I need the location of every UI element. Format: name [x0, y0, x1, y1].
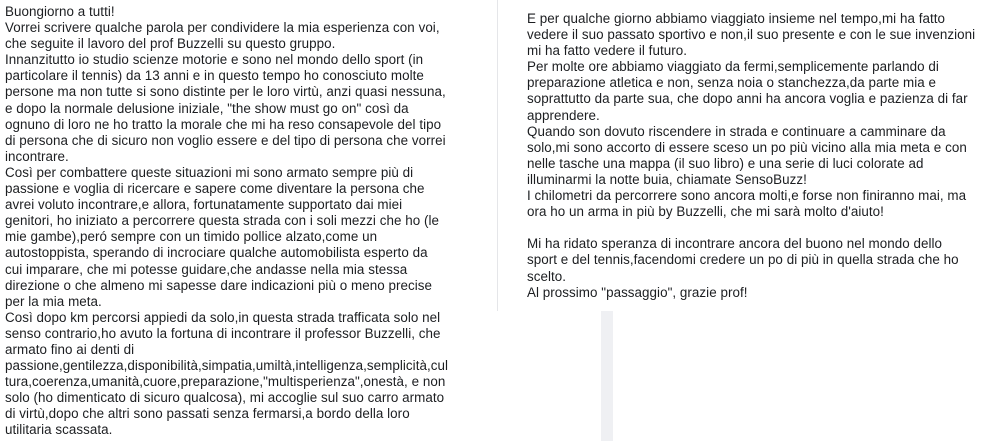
left-line-3: che seguite il lavoro del prof Buzzelli su questo gruppo.	[5, 36, 336, 52]
left-line-23: passione,gentilezza,disponibilità,simpatia,umiltà,intelligenza,semplicità,cul	[5, 358, 448, 374]
left-line-2: Vorrei scrivere qualche parola per condividere la mia esperienza con voi,	[5, 20, 440, 36]
left-line-11: Così per combattere queste situazioni mi sono armato sempre più di	[5, 164, 414, 180]
right-text-column	[527, 11, 982, 301]
left-line-27: utilitaria scassata.	[5, 422, 113, 438]
right-line-15: Mi ha ridato speranza di incontrare ancora del buono nel mondo dello	[527, 236, 943, 252]
left-line-25: solo (ho dimenticato di sicuro qualcosa), mi accoglie sul suo carro armato	[5, 390, 445, 406]
left-line-6: persone ma non tutte si sono distinte per le loro virtù, anzi quasi nessuna,	[5, 84, 446, 100]
right-blank-line	[527, 220, 982, 236]
left-line-5: particolare il tennis) da 13 anni e in questo tempo ho conosciuto molte	[5, 68, 424, 84]
right-line-8: Quando son dovuto riscendere in strada e continuare a camminare da	[527, 123, 946, 139]
left-line-16: autostoppista, sperando di incrociare qualche automobilista esperto da	[5, 245, 428, 261]
right-line-3: mi ha fatto vedere il futuro.	[527, 43, 687, 59]
right-line-9: solo,mi sono accorto di essere sceso un po più vicino alla mia meta e con	[527, 139, 967, 155]
left-line-13: avrei voluto incontrare,e allora, fortunatamente supportato dai miei	[5, 197, 403, 213]
left-line-19: per la mia meta.	[5, 293, 102, 309]
left-line-15: mie gambe),peró sempre con un timido pollice alzato,come un	[5, 229, 378, 245]
left-line-8: ognuno di loro ne ho tratto la morale che mi ha reso consapevole del tipo	[5, 116, 442, 132]
left-line-26: di virtù,dopo che altri sono passati senza fermarsi,a bordo della loro	[5, 406, 410, 422]
background-strip	[601, 311, 613, 441]
left-line-4: Innanzitutto io studio scienze motorie e sono nel mondo dello sport (in	[5, 52, 424, 68]
right-line-1: E per qualche giorno abbiamo viaggiato insieme nel tempo,mi ha fatto	[527, 11, 946, 26]
right-line-6: soprattutto da parte sua, che dopo anni ha ancora voglia e pazienza di far	[527, 91, 968, 107]
right-line-18: Al prossimo "passaggio", grazie prof!	[527, 284, 748, 300]
right-line-4: Per molte ore abbiamo viaggiato da fermi,semplicemente parlando di	[527, 59, 939, 75]
left-line-9: di persona che di sicuro non voglio essere e del tipo di persona che vorrei	[5, 132, 446, 148]
right-line-12: I chilometri da percorrere sono ancora molti,e forse non finiranno mai, ma	[527, 188, 967, 204]
left-line-10: incontrare.	[5, 148, 69, 164]
right-line-16: sport e del tennis,facendomi credere un po di più in quella strada che ho	[527, 252, 959, 268]
right-line-2: vedere il suo passato sportivo e non,il suo presente e con le sue invenzioni	[527, 27, 976, 43]
left-line-1: Buongiorno a tutti!	[5, 4, 115, 19]
right-line-7: apprendere.	[527, 107, 600, 123]
left-line-18: direzione o che almeno mi sapesse dare indicazioni più o meno precise	[5, 277, 432, 293]
left-line-24: tura,coerenza,umanità,cuore,preparazione,"multisperienza",onestà, e non	[5, 374, 446, 390]
left-line-21: senso contrario,ho avuto la fortuna di incontrare il professor Buzzelli, che	[5, 325, 441, 341]
right-line-10: nelle tasche una mappa (il suo libro) e una serie di luci colorate ad	[527, 155, 924, 171]
left-text-column	[5, 4, 483, 439]
right-line-17: scelto.	[527, 268, 567, 284]
right-line-11: illuminarmi la notte buia, chiamate SensoBuzz!	[527, 171, 807, 187]
column-divider	[497, 0, 498, 311]
left-line-17: cui imparare, che mi potesse guidare,che andasse nella mia stessa	[5, 261, 408, 277]
right-line-5: preparazione atletica e non, senza noia o stanchezza,da parte mia e	[527, 75, 937, 91]
left-line-14: genitori, ho iniziato a percorrere questa strada con i soli mezzi che ho (le	[5, 213, 440, 229]
left-line-12: passione e voglia di ricercare e sapere come diventare la persona che	[5, 181, 425, 197]
left-line-20: Così dopo km percorsi appiedi da solo,in questa strada trafficata solo nel	[5, 309, 441, 325]
right-line-13: ora ho un arma in più by Buzzelli, che mi sarà molto d'aiuto!	[527, 204, 884, 220]
left-line-22: armato fino ai denti di	[5, 341, 135, 357]
left-line-7: e dopo la normale delusione iniziale, "the show must go on" così da	[5, 100, 409, 116]
